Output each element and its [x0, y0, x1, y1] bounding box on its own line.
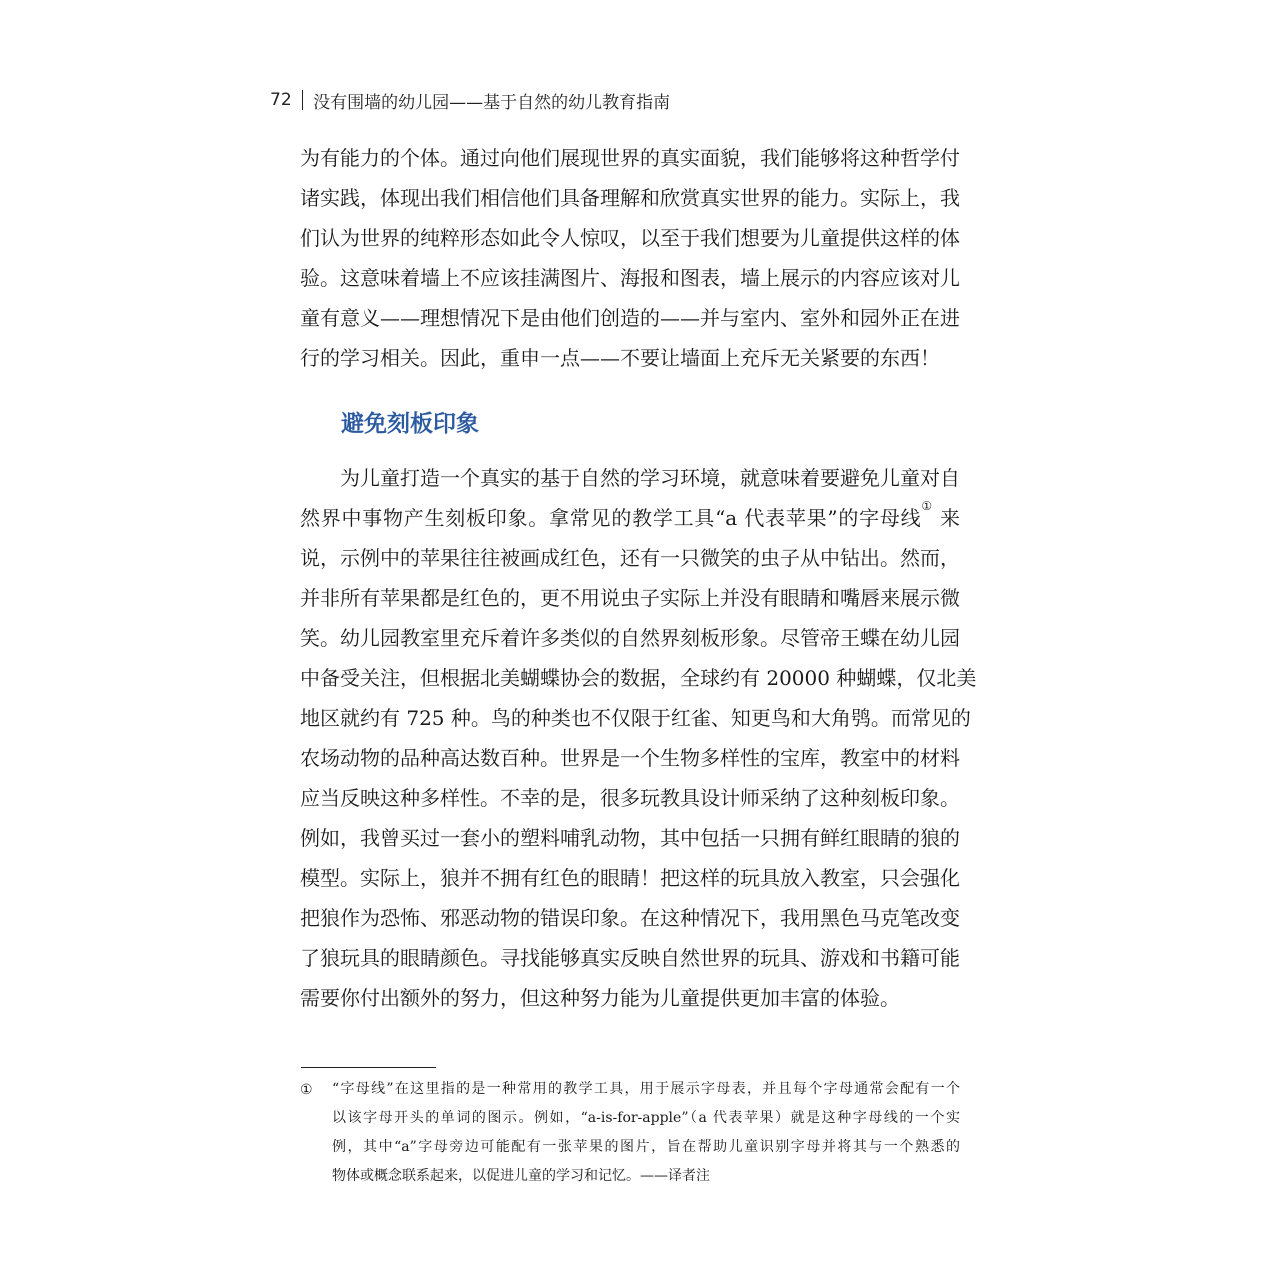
text-segment: 来: [932, 506, 961, 530]
text-line: 把狼作为恐怖、邪恶动物的错误印象。在这种情况下，我用黑色马克笔改变: [300, 906, 960, 930]
text-line: 模型。实际上，狼并不拥有红色的眼睛！把这样的玩具放入教室，只会强化: [300, 866, 960, 890]
paragraph-body: [300, 458, 977, 1018]
text-line: 农场动物的品种高达数百种。世界是一个生物多样性的宝库，教室中的材料: [300, 746, 960, 770]
footnote-marker: ①: [300, 1082, 313, 1098]
text-line: 需要你付出额外的努力，但这种努力能为儿童提供更加丰富的体验。: [300, 986, 900, 1010]
text-line: 为儿童打造一个真实的基于自然的学习环境，就意味着要避免儿童对自: [340, 466, 960, 490]
text-line: 笑。幼儿园教室里充斥着许多类似的自然界刻板形象。尽管帝王蝶在幼儿园: [300, 626, 960, 650]
text-line: 诸实践，体现出我们相信他们具备理解和欣赏真实世界的能力。实际上，我: [300, 186, 960, 210]
running-header: [270, 88, 670, 112]
text-line-with-footnote-ref: [300, 498, 960, 538]
text-line: 了狼玩具的眼睛颜色。寻找能够真实反映自然世界的玩具、游戏和书籍可能: [300, 946, 960, 970]
section-heading: 避免刻板印象: [341, 411, 479, 437]
text-line: 并非所有苹果都是红色的，更不用说虫子实际上并没有眼睛和嘴唇来展示微: [300, 586, 960, 610]
text-line: 童有意义——理想情况下是由他们创造的——并与室内、室外和园外正在进: [300, 306, 960, 330]
text-line: 例如，我曾买过一套小的塑料哺乳动物，其中包括一只拥有鲜红眼睛的狼的: [300, 826, 960, 850]
text-line: 行的学习相关。因此，重申一点——不要让墙面上充斥无关紧要的东西！: [300, 346, 940, 370]
footnote-line: 物体或概念联系起来，以促进儿童的学习和记忆。——译者注: [332, 1168, 710, 1184]
text-line: 们认为世界的纯粹形态如此令人惊叹，以至于我们想要为儿童提供这样的体: [300, 226, 960, 250]
text-segment: 然界中事物产生刻板印象。拿常见的教学工具“a 代表苹果”的字母线: [300, 506, 922, 530]
book-title: 没有围墙的幼儿园——基于自然的幼儿教育指南: [313, 92, 671, 113]
header-divider: [302, 90, 304, 110]
text-line: 应当反映这种多样性。不幸的是，很多玩教具设计师采纳了这种刻板印象。: [300, 786, 960, 810]
text-line: 说，示例中的苹果往往被画成红色，还有一只微笑的虫子从中钻出。然而，: [300, 546, 960, 570]
footnote-divider: [301, 1067, 436, 1068]
text-line: 验。这意味着墙上不应该挂满图片、海报和图表，墙上展示的内容应该对儿: [300, 266, 960, 290]
page-number: 72: [270, 90, 292, 110]
footnote-line: 以该字母开头的单词的图示。例如，“a-is-for-apple”（a 代表苹果）就是这种字母线的一个实: [332, 1110, 960, 1126]
text-line: 中备受关注，但根据北美蝴蝶协会的数据，全球约有 20000 种蝴蝶，仅北美: [300, 666, 977, 690]
text-line: 地区就约有 725 种。鸟的种类也不仅限于红雀、知更鸟和大角鸮。而常见的: [300, 706, 971, 730]
footnote-line: 例，其中“a”字母旁边可能配有一张苹果的图片，旨在帮助儿童识别字母并将其与一个熟悉的: [332, 1139, 960, 1155]
footnote: [300, 1075, 960, 1191]
footnote-line: “字母线”在这里指的是一种常用的教学工具，用于展示字母表，并且每个字母通常会配有一个: [332, 1081, 960, 1097]
footnote-reference[interactable]: ①: [921, 499, 933, 513]
text-line: 为有能力的个体。通过向他们展现世界的真实面貌，我们能够将这种哲学付: [300, 146, 960, 170]
paragraph-continued: [300, 138, 960, 378]
footnote-text: [332, 1075, 960, 1191]
